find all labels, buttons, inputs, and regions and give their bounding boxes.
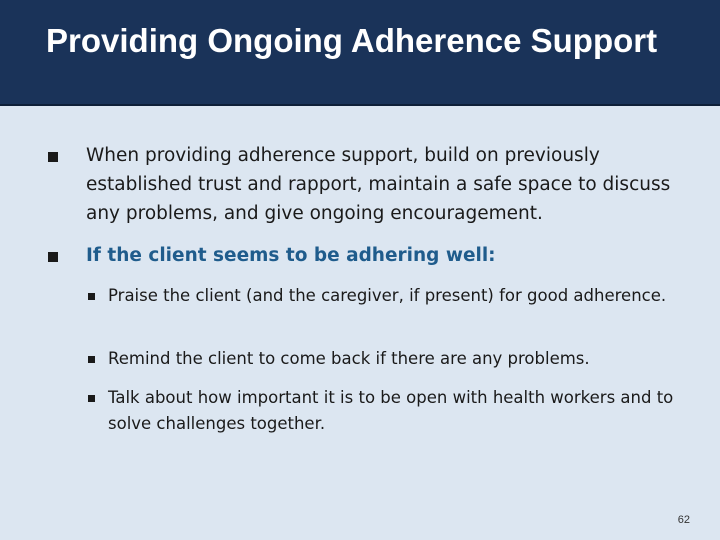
sub-bullet-text: Talk about how important it is to be open with health workers and to solve challenges together. [108,388,674,433]
page-number: 62 [677,514,690,526]
sub-bullet-text: Praise the client (and the caregiver, if present) for good adherence. [108,286,667,305]
sub-bullet-text: Remind the client to come back if there are any problems. [108,349,590,368]
bullet-text: When providing adherence support, build on previously established trust and rapport, maintain a safe space to discuss any problems, and give ongoing encouragement. [86,145,671,224]
square-bullet-icon [48,152,58,162]
square-bullet-icon [48,252,58,262]
bullet-text-heading: If the client seems to be adhering well: [86,245,496,266]
title-bar [0,0,720,106]
slide-body [0,106,720,540]
slide-title: Providing Ongoing Adherence Support [46,22,658,59]
sub-square-bullet-icon [88,293,95,300]
sub-square-bullet-icon [88,395,95,402]
sub-square-bullet-icon [88,356,95,363]
